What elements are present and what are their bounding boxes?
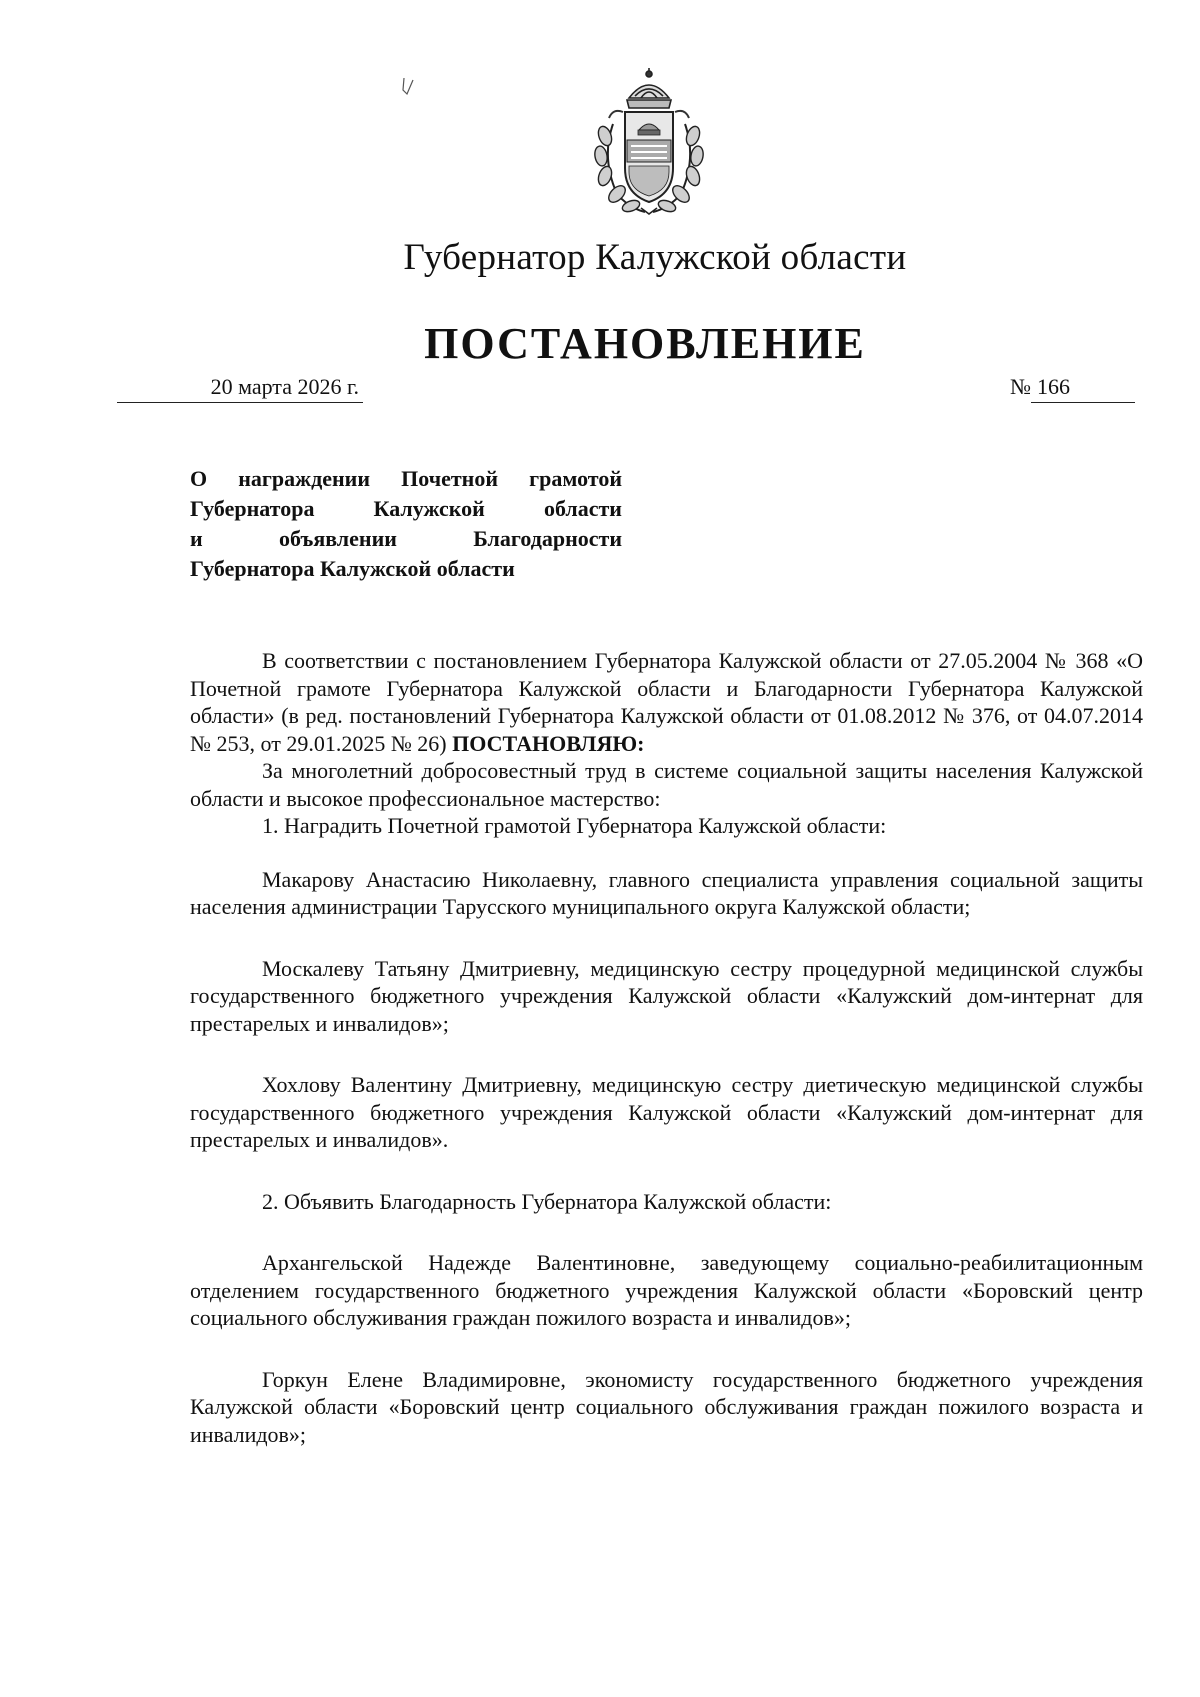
reason-paragraph: За многолетний добросовестный труд в системе социальной защиты населения Калужской области и высокое профессиональное мастерство: <box>190 758 1143 811</box>
issuing-authority: Губернатор Калужской области <box>403 237 907 278</box>
awardee-paragraph: Хохлову Валентину Дмитриевну, медицинскую сестру диетическую медицинской службы государственного бюджетного учреждения Калужской области «Калужский дом-интернат для престарелых и инвалидов». <box>190 1072 1143 1152</box>
pen-mark-icon <box>401 76 415 96</box>
item2-title: 2. Объявить Благодарность Губернатора Калужской области: <box>262 1188 832 1214</box>
subject-line: О награждении Почетной грамотой <box>190 466 622 491</box>
preamble-text: В соответствии с постановлением Губернатора Калужской области от 27.05.2004 № 368 «О Почетной грамоте Губернатора Калужской области и Благодарности Губернатора Калужской области» (в ред. постановлений Губернатора Калужской области от 01.08.2012 № 376, от 04.07.2014 № 253, от 29.01.2025 № 26) <box>190 648 1143 756</box>
number-value: 166 <box>1031 372 1135 403</box>
subject-line: и объявлении Благодарности <box>190 526 622 551</box>
number-prefix: № <box>1010 374 1031 399</box>
awardee-paragraph: Москалеву Татьяну Дмитриевну, медицинскую сестру процедурной медицинской службы государственного бюджетного учреждения Калужской области «Калужский дом-интернат для престарелых и инвалидов»; <box>190 955 1143 1036</box>
subject-line: Губернатора Калужской области <box>190 496 622 521</box>
document-number <box>1010 372 1135 403</box>
decree-word: ПОСТАНОВЛЯЮ: <box>452 730 645 756</box>
document-type-title: ПОСТАНОВЛЕНИЕ <box>424 319 866 368</box>
kaluga-coat-of-arms-icon <box>583 68 715 218</box>
preamble-paragraph <box>190 647 1143 757</box>
awardee-paragraph: Архангельской Надежде Валентиновне, заведующему социально-реабилитационным отделением государственного бюджетного учреждения Калужской области «Боровский центр социального обслуживания граждан пожилого возраста и инвалидов»; <box>190 1250 1143 1330</box>
item1-title: 1. Наградить Почетной грамотой Губернатора Калужской области: <box>262 813 887 838</box>
subject-line: Губернатора Калужской области <box>190 556 515 581</box>
awardee-paragraph: Горкун Елене Владимировне, экономисту государственного бюджетного учреждения Калужской области «Боровский центр социального обслуживания граждан пожилого возраста и инвалидов»; <box>190 1366 1143 1447</box>
document-date: 20 марта 2026 г. <box>117 372 363 403</box>
document-body <box>190 647 1143 1448</box>
awardee-paragraph: Макарову Анастасию Николаевну, главного специалиста управления социальной защиты населения администрации Тарусского муниципального округа Калужской области; <box>190 866 1143 919</box>
document-subject <box>190 464 622 584</box>
